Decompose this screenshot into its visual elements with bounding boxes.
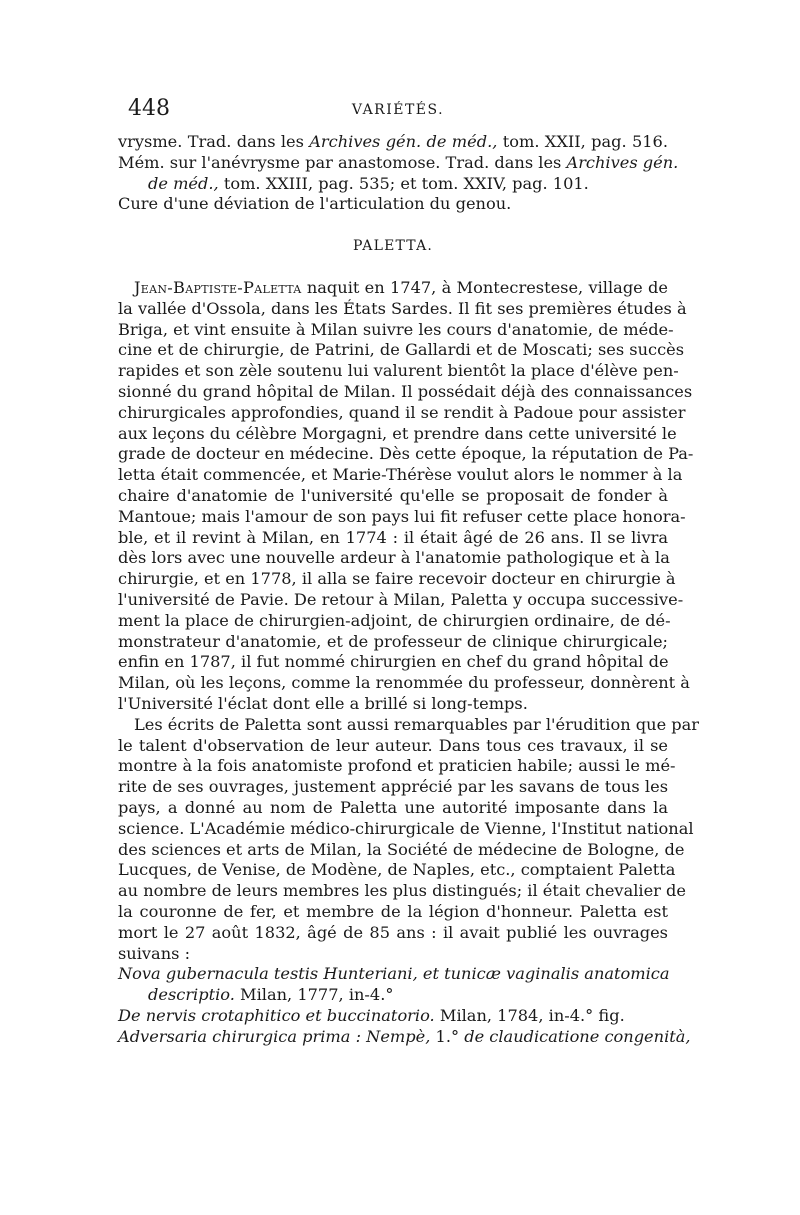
page-header <box>128 96 668 126</box>
text-run: Milan, 1784, in-4.° fig. <box>434 1005 625 1025</box>
text-run: Milan, 1777, in-4.° <box>234 985 394 1005</box>
text-line <box>118 902 668 923</box>
text-line <box>118 569 676 590</box>
text-run: tom. XXIII, pag. 535; et tom. XXIV, pag. 101. <box>218 173 589 193</box>
text-line <box>118 652 668 673</box>
italic-title-text: De nervis crotaphitico et buccinatorio. <box>118 1005 435 1025</box>
text-line <box>118 278 668 299</box>
text-run: monstrateur d'anatomie, et de professeur de clinique chirurgicale; <box>118 631 668 651</box>
text-line <box>118 423 677 445</box>
text-run: le talent d'observation de leur auteur. Dans tous ces travaux, il se <box>118 735 668 755</box>
text-line <box>118 736 668 757</box>
text-run: au nombre de leurs membres les plus distingués; il était chevalier de <box>118 881 686 901</box>
italic-title-text: Nova gubernacula testis Hunteriani, et tunicæ vaginalis anatomica <box>118 964 670 984</box>
text-run: Briga, et vint ensuite à Milan suivre les cours d'anatomie, de méde- <box>118 319 674 339</box>
text-line <box>118 465 683 486</box>
text-run: ment la place de chirurgien-adjoint, de chirurgien ordinaire, de dé- <box>118 610 671 630</box>
text-run: naquit en 1747, à Montecrestese, village de <box>301 278 668 297</box>
text-run: 1.° <box>430 1026 465 1046</box>
text-run: Mém. sur l'anévrysme par anastomose. Trad. dans les <box>118 152 567 172</box>
text-line <box>118 1026 691 1048</box>
text-run: l'Université l'éclat dont elle a brillé si long-temps. <box>118 693 528 713</box>
text-line <box>118 944 668 965</box>
text-run: la couronne de fer, et membre de la légion d'honneur. Paletta est <box>118 901 668 921</box>
text-line <box>118 985 668 1006</box>
text-line <box>118 174 668 195</box>
text-line <box>118 881 686 902</box>
text-line <box>118 673 690 694</box>
italic-title-text: Archives gén. de méd., <box>309 132 498 151</box>
text-run: letta était commencée, et Marie-Thérèse voulut alors le nommer à la <box>118 465 683 485</box>
text-run: Cure d'une déviation de l'articulation du genou. <box>118 194 512 214</box>
text-line <box>118 298 687 320</box>
text-line <box>118 132 668 153</box>
text-run: chirurgie, et en 1778, il alla se faire recevoir docteur en chirurgie à <box>118 569 676 589</box>
text-run: Milan, où les leçons, comme la renommée du professeur, donnèrent à <box>118 673 690 693</box>
text-line <box>118 589 684 611</box>
text-line <box>118 923 668 944</box>
text-run: mort le 27 août 1832, âgé de 85 ans : il avait publié les ouvrages <box>118 922 668 942</box>
text-run: aux leçons du célèbre Morgagni, et prendre dans cette université le <box>118 423 677 443</box>
text-line <box>118 756 676 777</box>
text-line <box>118 632 668 653</box>
text-line <box>118 610 671 632</box>
text-line <box>118 964 668 985</box>
text-run: Les écrits de Paletta sont aussi remarquables par l'érudition que par <box>134 714 700 734</box>
text-line <box>118 152 679 174</box>
text-run: chirurgicales approfondies, quand il se rendit à Padoue pour assister <box>118 402 686 422</box>
text-line <box>118 839 685 861</box>
section-title: PALETTA. <box>352 238 434 254</box>
text-line <box>118 818 694 840</box>
text-run: Mantoue; mais l'amour de son pays lui fit refuser cette place honora- <box>118 506 686 526</box>
text-run: chaire d'anatomie de l'université qu'elle se proposait de fonder à <box>118 485 668 505</box>
text-run: dès lors avec une nouvelle ardeur à l'anatomie pathologique et à la <box>118 548 670 568</box>
text-line <box>118 444 694 465</box>
text-run: tom. XXII, pag. 516. <box>497 132 668 151</box>
text-run: cine et de chirurgie, de Patrini, de Gallardi et de Moscati; ses succès <box>118 340 685 360</box>
page-number: 448 <box>128 96 170 121</box>
text-line <box>118 860 676 881</box>
text-line <box>118 506 686 528</box>
text-run: montre à la fois anatomiste profond et praticien habile; aussi le mé- <box>118 756 676 776</box>
text-line <box>118 714 700 736</box>
text-run: science. L'Académie médico-chirurgicale de Vienne, l'Institut national <box>118 818 694 838</box>
running-title: VARIÉTÉS. <box>351 102 445 118</box>
text-run: vrysme. Trad. dans les <box>118 132 310 151</box>
text-run: pays, a donné au nom de Paletta une autorité imposante dans la <box>118 797 668 817</box>
text-line <box>118 777 668 798</box>
text-line <box>118 798 668 819</box>
text-line <box>118 528 668 549</box>
text-line <box>118 694 668 715</box>
text-run: grade de docteur en médecine. Dès cette époque, la réputation de Pa- <box>118 444 694 464</box>
text-run: rapides et son zèle soutenu lui valurent bientôt la place d'élève pen- <box>118 361 679 381</box>
text-line <box>118 319 674 341</box>
text-run: rite de ses ouvrages, justement apprécié par les savans de tous les <box>118 777 668 797</box>
text-line <box>118 548 668 569</box>
previous-bibliography <box>118 132 679 215</box>
italic-title-text: de claudicatione congenità, <box>464 1026 691 1046</box>
italic-title-text: Adversaria chirurgica prima : Nempè, <box>118 1026 431 1046</box>
text-line <box>118 340 685 361</box>
text-line <box>118 361 679 382</box>
text-run: enfin en 1787, il fut nommé chirurgien en chef du grand hôpital de <box>118 652 669 672</box>
italic-title-text: Archives gén. <box>566 152 679 172</box>
text-run: la vallée d'Ossola, dans les États Sardes. Il fit ses premières études à <box>118 298 687 318</box>
text-run: ble, et il revint à Milan, en 1774 : il était âgé de 26 ans. Il se livra <box>118 527 668 547</box>
text-run: suivans : <box>118 943 191 963</box>
text-line <box>118 486 668 507</box>
biography-text <box>118 278 700 1047</box>
italic-title-text: descriptio. <box>148 985 235 1005</box>
text-run: sionné du grand hôpital de Milan. Il possédait déjà des connaissances <box>118 381 693 401</box>
text-run: l'université de Pavie. De retour à Milan, Paletta y occupa successive- <box>118 589 684 609</box>
text-line <box>118 381 693 403</box>
text-run: des sciences et arts de Milan, la Société de médecine de Bologne, de <box>118 839 685 859</box>
italic-title-text: de méd., <box>148 173 219 193</box>
author-name: Jean-Baptiste-Paletta <box>134 278 302 297</box>
text-line <box>118 1006 668 1027</box>
text-line <box>118 402 686 424</box>
text-line <box>118 194 668 215</box>
text-run: Lucques, de Venise, de Modène, de Naples, etc., comptaient Paletta <box>118 860 676 880</box>
